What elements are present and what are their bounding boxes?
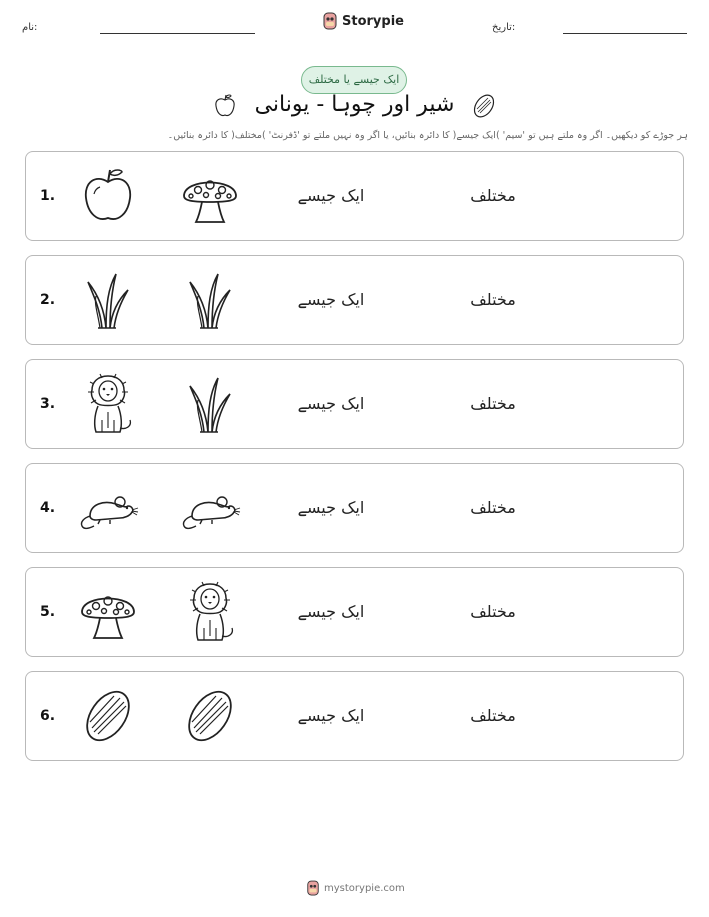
date-label: تاریخ: bbox=[492, 22, 516, 33]
grass-icon bbox=[178, 268, 242, 332]
row-number: 4. bbox=[40, 500, 56, 516]
mouse-icon bbox=[76, 476, 140, 540]
page-title: شیر اور چوہا - یونانی bbox=[254, 92, 455, 117]
instructions: ہر جوڑے کو دیکھیں۔ اگر وہ ملتے ہیں تو 'سیم' )ایک جیسے( کا دائرہ بنائیں، یا اگر وہ نہیں ملتے تو 'ڈفرنٹ' )مختلف( کا دائرہ بنائیں۔ bbox=[167, 130, 688, 141]
row-number: 2. bbox=[40, 292, 56, 308]
lion-icon bbox=[178, 580, 242, 644]
brand-name: Storypie bbox=[342, 13, 404, 29]
lion-icon bbox=[76, 372, 140, 436]
grass-icon bbox=[76, 268, 140, 332]
worksheet-row bbox=[25, 567, 684, 657]
different-option[interactable]: مختلف bbox=[470, 186, 516, 205]
mushroom-icon bbox=[76, 580, 140, 644]
seed-icon bbox=[178, 684, 242, 748]
worksheet-row bbox=[25, 255, 684, 345]
different-option[interactable]: مختلف bbox=[470, 602, 516, 621]
brand-logo bbox=[322, 12, 404, 30]
mouse-icon bbox=[178, 476, 242, 540]
same-option[interactable]: ایک جیسے bbox=[297, 186, 365, 205]
worksheet-row bbox=[25, 359, 684, 449]
name-field-line[interactable] bbox=[100, 33, 255, 34]
different-option[interactable]: مختلف bbox=[470, 706, 516, 725]
storypie-mascot-icon bbox=[306, 880, 320, 896]
apple-icon bbox=[76, 164, 140, 228]
grass-icon bbox=[178, 372, 242, 436]
date-field-line[interactable] bbox=[563, 33, 687, 34]
worksheet-type-badge: ایک جیسے یا مختلف bbox=[301, 66, 407, 94]
row-number: 6. bbox=[40, 708, 56, 724]
footer-url[interactable]: mystorypie.com bbox=[324, 882, 405, 894]
worksheet-row bbox=[25, 463, 684, 553]
different-option[interactable]: مختلف bbox=[470, 290, 516, 309]
name-label: نام: bbox=[22, 22, 38, 33]
mushroom-icon bbox=[178, 164, 242, 228]
seed-icon bbox=[470, 92, 498, 120]
same-option[interactable]: ایک جیسے bbox=[297, 290, 365, 309]
row-number: 1. bbox=[40, 188, 56, 204]
different-option[interactable]: مختلف bbox=[470, 498, 516, 517]
same-option[interactable]: ایک جیسے bbox=[297, 706, 365, 725]
row-number: 3. bbox=[40, 396, 56, 412]
row-number: 5. bbox=[40, 604, 56, 620]
same-option[interactable]: ایک جیسے bbox=[297, 394, 365, 413]
footer bbox=[306, 880, 405, 896]
worksheet-row bbox=[25, 671, 684, 761]
worksheet-row bbox=[25, 151, 684, 241]
storypie-mascot-icon bbox=[322, 12, 338, 30]
different-option[interactable]: مختلف bbox=[470, 394, 516, 413]
same-option[interactable]: ایک جیسے bbox=[297, 498, 365, 517]
seed-icon bbox=[76, 684, 140, 748]
same-option[interactable]: ایک جیسے bbox=[297, 602, 365, 621]
